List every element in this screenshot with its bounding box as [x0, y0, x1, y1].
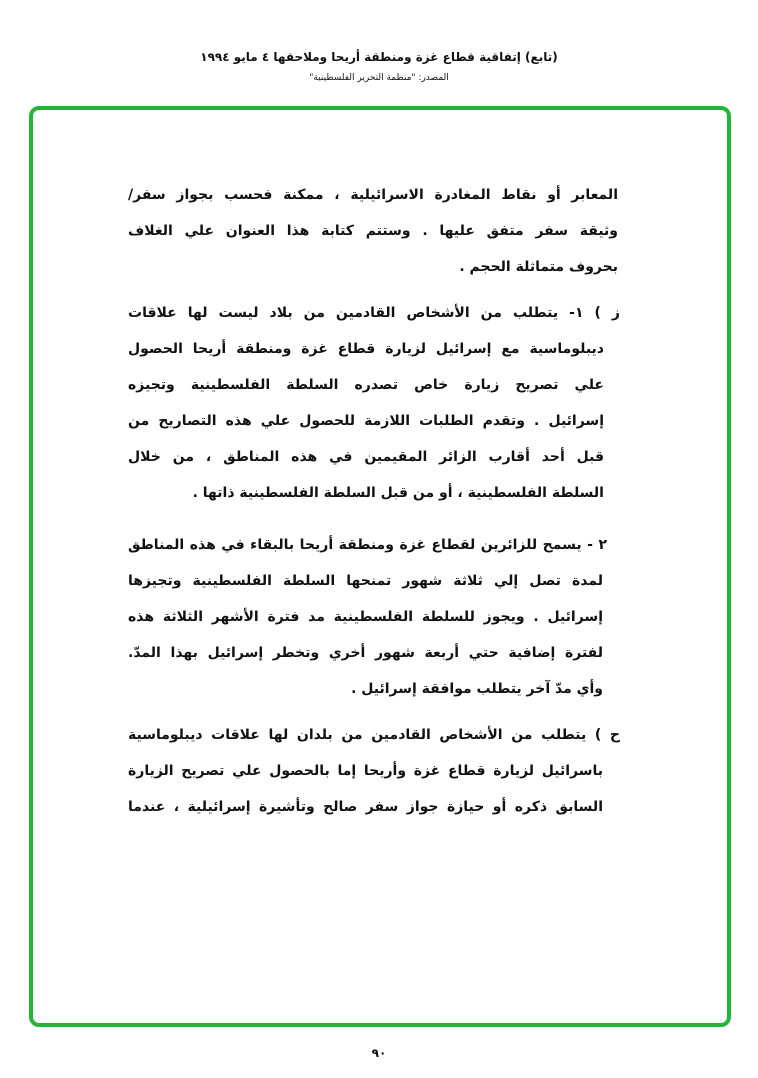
text-line: ز ) ١- يتطلب من الأشخاص القادمين من بلاد ليست لها علاقات: [128, 305, 620, 321]
text-line: السلطة الفلسطينية ، أو من قبل السلطة الفلسطينية ذاتها .: [192, 485, 604, 501]
text-line: لفترة إضافية حتي أربعة شهور أخري وتخطر إسرائيل بهذا المدّ.: [128, 645, 603, 661]
text-line: بحروف متماثلة الحجم .: [459, 259, 618, 275]
page-number: ٩٠: [371, 1046, 387, 1060]
text-line: ح ) يتطلب من الأشخاص القادمين من بلدان لها علاقات ديبلوماسية: [128, 727, 620, 743]
text-line: إسرائيل . وتقدم الطلبات اللازمة للحصول علي هذه التصاريح من: [128, 413, 604, 429]
text-line: وثيقة سفر متفق عليها . وستتم كتابة هذا العنوان علي الغلاف: [128, 223, 618, 239]
paragraph-h: [128, 717, 620, 825]
text-line: باسرائيل لزيارة قطاع غزة وأريحا إما بالحصول علي تصريح الزيارة: [128, 763, 603, 779]
text-line: قبل أحد أقارب الزائر المقيمين في هذه المناطق ، من خلال: [128, 449, 604, 465]
text-line: ديبلوماسية مع إسرائيل لزيارة قطاع غزة ومنطقة أريحا الحصول: [128, 341, 604, 357]
text-line: إسرائيل . ويجوز للسلطة الفلسطينية مد فترة الأشهر الثلاثة هذه: [128, 609, 603, 625]
text-line: المعابر أو نقاط المغادرة الاسرائيلية ، ممكنة فحسب بجواز سفر/: [128, 187, 618, 203]
paragraph-passport-crossings: [128, 177, 618, 285]
text-line: علي تصريح زيارة خاص تصدره السلطة الفلسطينية وتجيزه: [128, 377, 604, 393]
paragraph-z-1: [128, 295, 620, 511]
text-line: السابق ذكره أو حيازة جواز سفر صالح وتأشيرة إسرائيلية ، عندما: [128, 799, 603, 815]
paragraph-2: [128, 527, 607, 707]
text-line: ٢ - يسمح للزائرين لقطاع غزة ومنطقة أريحا بالبقاء في هذه المناطق: [128, 537, 607, 553]
text-line: لمدة تصل إلي ثلاثة شهور تمنحها السلطة الفلسطينية وتجيزها: [128, 573, 603, 589]
document-header-source: المصدر: "منظمة التحرير الفلسطينية": [309, 73, 449, 83]
document-header-title: (تابع) إتفاقية قطاع غزة ومنطقة أريحا وملاحقها ٤ مايو ١٩٩٤: [200, 50, 558, 64]
text-line: وأي مدّ آخر يتطلب موافقة إسرائيل .: [351, 681, 603, 697]
